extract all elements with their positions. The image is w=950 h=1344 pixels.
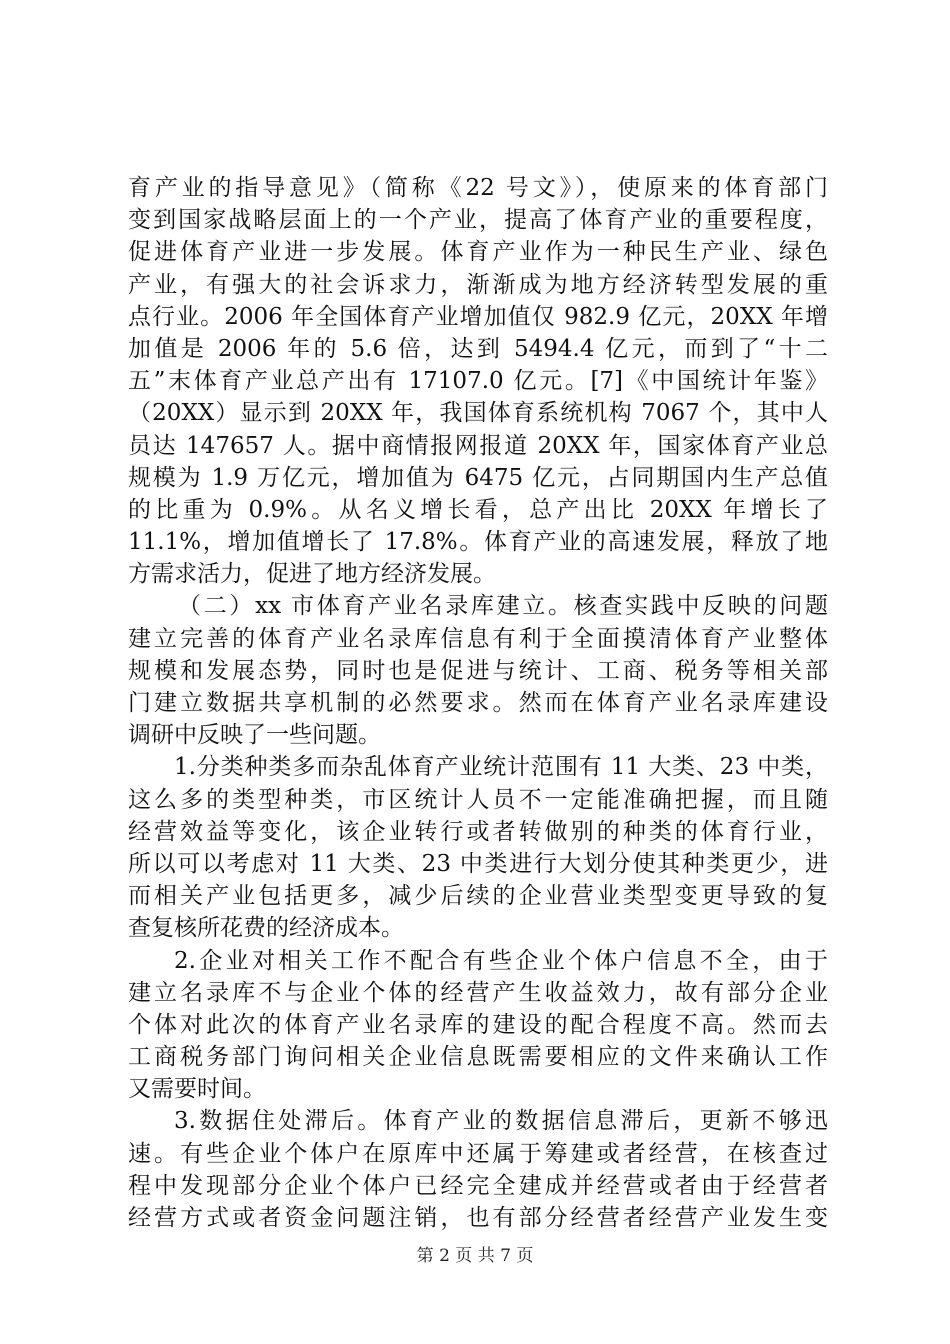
text-line: 建立完善的体育产业名录库信息有利于全面摸清体育产业整体 <box>128 625 828 652</box>
text-line: 加值是 2006 年的 5.6 倍，达到 5494.4 亿元，而到了“十二 <box>128 335 828 362</box>
text-line: 这么多的类型种类，市区统计人员不一定能准确把握，而且随 <box>128 786 828 813</box>
paragraph-1 <box>128 172 828 590</box>
text-line: 育产业的指导意见》（简称《22 号文》），使原来的体育部门 <box>128 175 828 201</box>
paragraph-5 <box>128 1105 828 1234</box>
text-line: 方需求活力，促进了地方经济发展。 <box>128 561 496 588</box>
text-line: 变到国家战略层面上的一个产业，提高了体育产业的重要程度， <box>128 207 828 234</box>
text-line: 查复核所花费的经济成本。 <box>128 915 404 942</box>
text-line: 速。有些企业个体户在原库中还属于筹建或者经营，在核查过 <box>128 1140 828 1167</box>
text-line: 产业，有强大的社会诉求力，渐渐成为地方经济转型发展的重 <box>128 271 828 298</box>
text-line: 程中发现部分企业个体户已经完全建成并经营或者由于经营者 <box>128 1172 828 1199</box>
text-line: 促进体育产业进一步发展。体育产业作为一种民生产业、绿色 <box>128 239 828 266</box>
text-line: 而相关产业包括更多，减少后续的企业营业类型变更导致的复 <box>128 883 828 910</box>
text-line: 3.数据住处滞后。体育产业的数据信息滞后，更新不够迅 <box>174 1108 828 1135</box>
text-line: 五”末体育产业总产出有 17107.0 亿元。[7]《中国统计年鉴》 <box>128 368 828 395</box>
text-line: 经营方式或者资金问题注销，也有部分经营者经营产业发生变 <box>128 1205 828 1231</box>
page-number-footer: 第 2 页 共 7 页 <box>416 1246 534 1266</box>
text-line: 点行业。2006 年全国体育产业增加值仅 982.9 亿元，20XX 年增 <box>128 303 828 330</box>
text-line: 经营效益等变化，该企业转行或者转做别的种类的体育行业， <box>128 818 828 845</box>
text-line: 调研中反映了一些问题。 <box>128 722 381 749</box>
text-line: （20XX）显示到 20XX 年，我国体育系统机构 7067 个，其中人 <box>128 400 828 427</box>
paragraph-2 <box>128 590 828 751</box>
text-line: 1.分类种类多而杂乱体育产业统计范围有 11 大类、23 中类， <box>174 754 828 781</box>
text-line: 11.1%，增加值增长了 17.8%。体育产业的高速发展，释放了地 <box>128 529 828 556</box>
text-line: 工商税务部门询问相关企业信息既需要相应的文件来确认工作 <box>128 1044 828 1071</box>
text-line: 所以可以考虑对 11 大类、23 中类进行大划分使其种类更少，进 <box>128 850 828 877</box>
text-line: 2.企业对相关工作不配合有些企业个体户信息不全，由于 <box>174 947 828 974</box>
text-line: 门建立数据共享机制的必然要求。然而在体育产业名录库建设 <box>128 690 828 716</box>
text-line: （二）xx 市体育产业名录库建立。核查实践中反映的问题 <box>178 593 828 620</box>
text-line: 个体对此次的体育产业名录库的建设的配合程度不高。然而去 <box>128 1011 828 1038</box>
text-line: 又需要时间。 <box>128 1076 266 1103</box>
text-line: 规模为 1.9 万亿元，增加值为 6475 亿元，占同期国内生产总值 <box>128 464 828 491</box>
document-body <box>128 172 828 1234</box>
text-line: 规模和发展态势，同时也是促进与统计、工商、税务等相关部 <box>128 657 828 684</box>
text-line: 建立名录库不与企业个体的经营产生收益效力，故有部分企业 <box>128 979 828 1006</box>
paragraph-3 <box>128 751 828 944</box>
text-line: 员达 147657 人。据中商情报网报道 20XX 年，国家体育产业总 <box>128 432 828 459</box>
text-line: 的比重为 0.9%。从名义增长看，总产出比 20XX 年增长了 <box>128 496 828 523</box>
paragraph-4 <box>128 945 828 1106</box>
